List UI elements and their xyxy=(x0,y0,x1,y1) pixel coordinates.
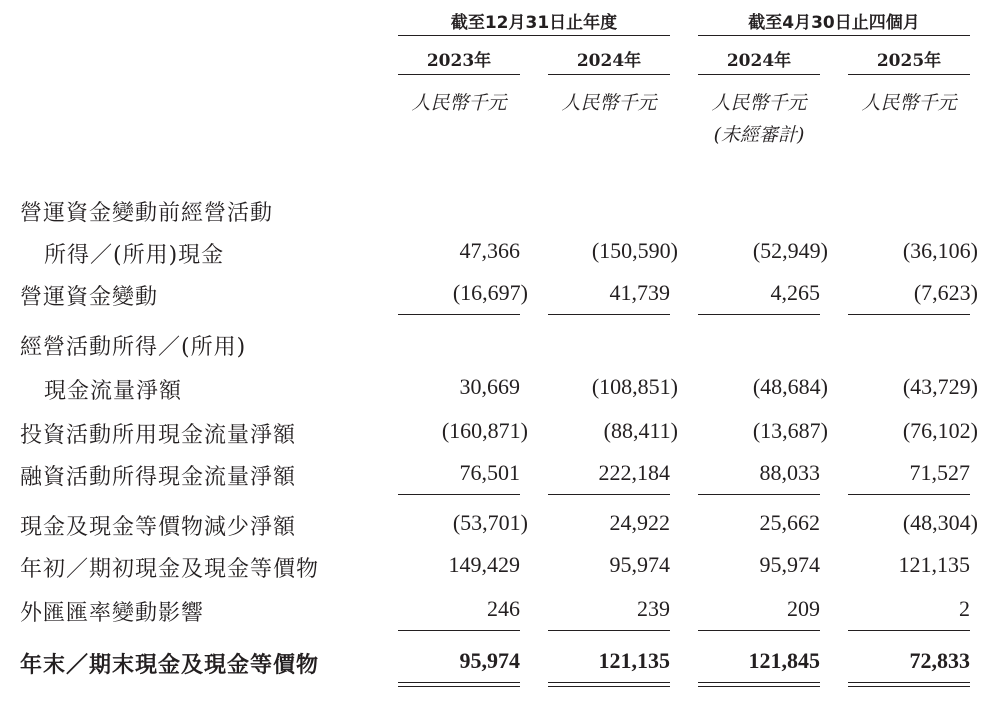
cell-value: (7,623) xyxy=(913,280,978,305)
cell-value: 209 xyxy=(787,596,820,621)
unit-label: 人民幣千元 xyxy=(561,92,657,114)
subtotal-rule xyxy=(398,314,520,315)
cell-value: 76,501 xyxy=(459,460,520,485)
cell-value: 41,739 xyxy=(609,280,670,305)
row-label-total: 年末／期末現金及現金等價物 xyxy=(20,652,320,678)
subtotal-rule xyxy=(698,630,820,631)
cell-value-total: 95,974 xyxy=(459,648,520,673)
subtotal-rule xyxy=(848,314,970,315)
cell-value: 222,184 xyxy=(598,460,670,485)
column-year-2024: 2024年 xyxy=(576,51,642,71)
year-underline xyxy=(848,74,970,75)
subtotal-rule xyxy=(548,630,670,631)
row-label: 融資活動所得現金流量淨額 xyxy=(20,465,297,490)
subtotal-rule xyxy=(698,314,820,315)
cell-value: 25,662 xyxy=(759,510,820,535)
cell-value: (48,304) xyxy=(902,510,978,535)
cell-value: 30,669 xyxy=(459,374,520,399)
row-label: 外匯匯率變動影響 xyxy=(20,601,205,626)
cell-value: (53,701) xyxy=(452,510,528,535)
unit-label: 人民幣千元 xyxy=(861,92,957,114)
cell-value: (52,949) xyxy=(752,238,828,263)
column-year-2023: 2023年 xyxy=(426,51,492,71)
row-label: 營運資金變動 xyxy=(20,285,159,310)
cell-value: 71,527 xyxy=(909,460,970,485)
row-label: 經營活動所得／(所用) xyxy=(20,335,247,360)
row-label-continued: 現金流量淨額 xyxy=(44,379,183,404)
cell-value: (76,102) xyxy=(902,418,978,443)
cell-value: 4,265 xyxy=(770,280,820,305)
year-underline xyxy=(398,74,520,75)
year-underline xyxy=(698,74,820,75)
cell-value: (36,106) xyxy=(902,238,978,263)
subtotal-rule xyxy=(848,494,970,495)
subtotal-rule xyxy=(398,630,520,631)
subtotal-rule xyxy=(698,494,820,495)
unaudited-note: (未經審計) xyxy=(713,124,805,146)
cell-value: (43,729) xyxy=(902,374,978,399)
cell-value: (108,851) xyxy=(591,374,678,399)
total-double-rule-bottom xyxy=(848,686,970,687)
group-underline xyxy=(398,35,670,36)
row-label: 投資活動所用現金流量淨額 xyxy=(20,423,297,448)
cell-value-total: 72,833 xyxy=(909,648,970,673)
group-header-four-months: 截至4月30日止四個月 xyxy=(748,13,920,33)
cell-value: (150,590) xyxy=(591,238,678,263)
cell-value: 239 xyxy=(637,596,670,621)
cell-value: (16,697) xyxy=(452,280,528,305)
row-label-continued: 所得／(所用)現金 xyxy=(44,243,225,268)
subtotal-rule xyxy=(548,314,670,315)
group-header-year-end: 截至12月31日止年度 xyxy=(450,13,618,33)
cell-value: 47,366 xyxy=(459,238,520,263)
cell-value: 88,033 xyxy=(759,460,820,485)
total-double-rule-bottom xyxy=(698,686,820,687)
cell-value: (160,871) xyxy=(441,418,528,443)
total-double-rule-top xyxy=(848,682,970,683)
cell-value: 246 xyxy=(487,596,520,621)
cell-value: 2 xyxy=(959,596,970,621)
subtotal-rule xyxy=(398,494,520,495)
total-double-rule-bottom xyxy=(398,686,520,687)
column-year-2025-period: 2025年 xyxy=(876,51,942,71)
cell-value: 149,429 xyxy=(448,552,520,577)
cell-value: 95,974 xyxy=(759,552,820,577)
cell-value: 24,922 xyxy=(609,510,670,535)
cell-value: 95,974 xyxy=(609,552,670,577)
total-double-rule-top xyxy=(698,682,820,683)
total-double-rule-top xyxy=(548,682,670,683)
subtotal-rule xyxy=(848,630,970,631)
cell-value: (13,687) xyxy=(752,418,828,443)
subtotal-rule xyxy=(548,494,670,495)
cell-value: (48,684) xyxy=(752,374,828,399)
column-year-2024-period: 2024年 xyxy=(726,51,792,71)
row-label: 現金及現金等價物減少淨額 xyxy=(20,515,297,540)
cell-value-total: 121,845 xyxy=(748,648,820,673)
row-label: 年初／期初現金及現金等價物 xyxy=(20,557,320,582)
unit-label: 人民幣千元 xyxy=(411,92,507,114)
cell-value-total: 121,135 xyxy=(598,648,670,673)
row-label: 營運資金變動前經營活動 xyxy=(20,201,274,226)
group-underline xyxy=(698,35,970,36)
unit-label: 人民幣千元 xyxy=(711,92,807,114)
year-underline xyxy=(548,74,670,75)
total-double-rule-bottom xyxy=(548,686,670,687)
total-double-rule-top xyxy=(398,682,520,683)
cell-value: (88,411) xyxy=(603,418,678,443)
cell-value: 121,135 xyxy=(898,552,970,577)
